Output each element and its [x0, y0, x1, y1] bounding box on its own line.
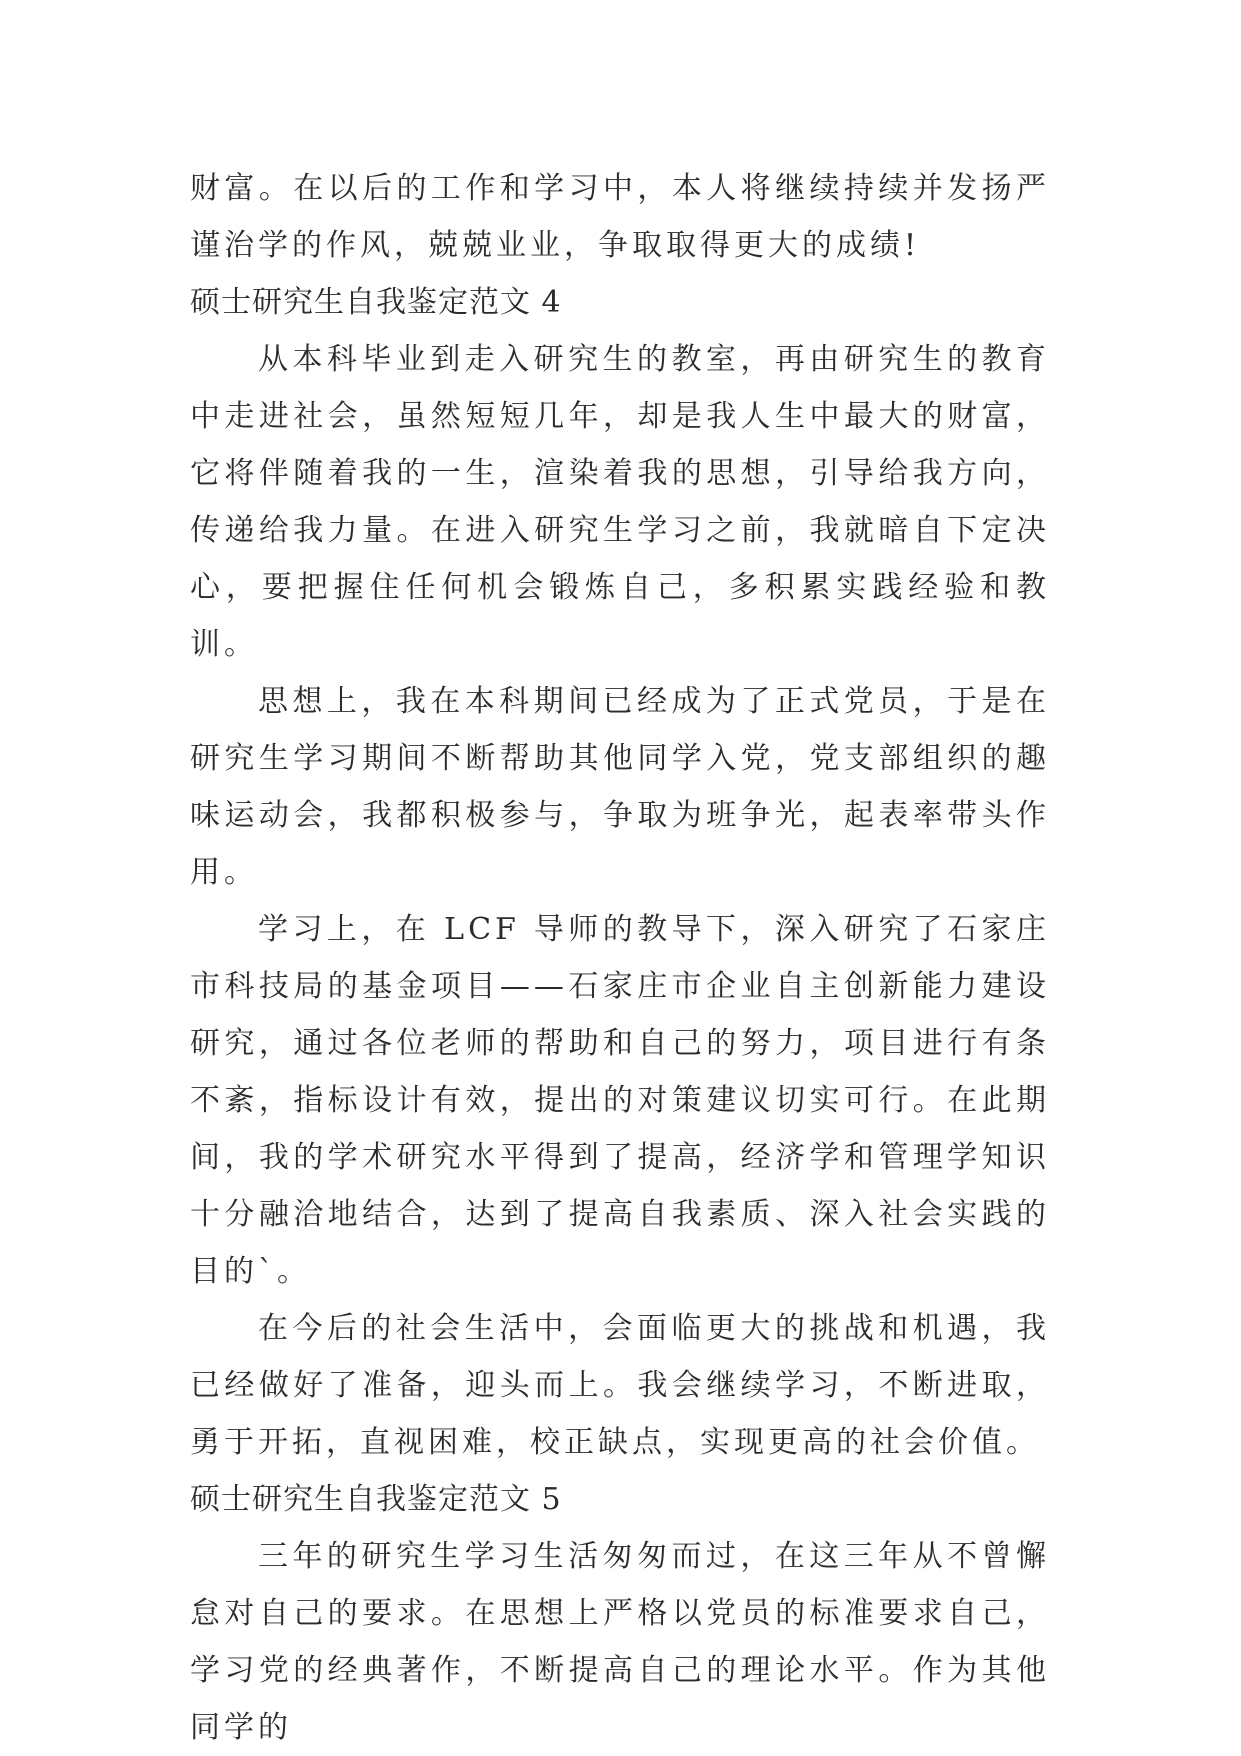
paragraph: 三年的研究生学习生活匆匆而过，在这三年从不曾懈怠对自己的要求。在思想上严格以党员的标准要求自己，学习党的经典著作，不断提高自己的理论水平。作为其他同学的	[190, 1539, 1050, 1745]
paragraph: 在今后的社会生活中，会面临更大的挑战和机遇，我已经做好了准备，迎头而上。我会继续学习，不断进取，勇于开拓，直视困难，校正缺点，实现更高的社会价值。	[190, 1311, 1050, 1460]
paragraph-continuation: 财富。在以后的工作和学习中，本人将继续持续并发扬严谨治学的作风，兢兢业业，争取取得更大的成绩!	[190, 171, 1050, 263]
paragraph: 思想上，我在本科期间已经成为了正式党员，于是在研究生学习期间不断帮助其他同学入党，党支部组织的趣味运动会，我都积极参与，争取为班争光，起表率带头作用。	[190, 684, 1050, 890]
document-body	[190, 160, 1050, 1756]
section-heading-4: 硕士研究生自我鉴定范文 4	[190, 285, 562, 320]
paragraph: 从本科毕业到走入研究生的教室，再由研究生的教育中走进社会，虽然短短几年，却是我人生中最大的财富，它将伴随着我的一生，渲染着我的思想，引导给我方向，传递给我力量。在进入研究生学习之前，我就暗自下定决心，要把握住任何机会锻炼自己，多积累实践经验和教训。	[190, 342, 1050, 662]
paragraph: 学习上，在 LCF 导师的教导下，深入研究了石家庄市科技局的基金项目——石家庄市企业自主创新能力建设研究，通过各位老师的帮助和自己的努力，项目进行有条不紊，指标设计有效，提出的对策建议切实可行。在此期间，我的学术研究水平得到了提高，经济学和管理学知识十分融洽地结合，达到了提高自我素质、深入社会实践的目的`。	[190, 912, 1050, 1289]
section-heading-5: 硕士研究生自我鉴定范文 5	[190, 1482, 562, 1517]
